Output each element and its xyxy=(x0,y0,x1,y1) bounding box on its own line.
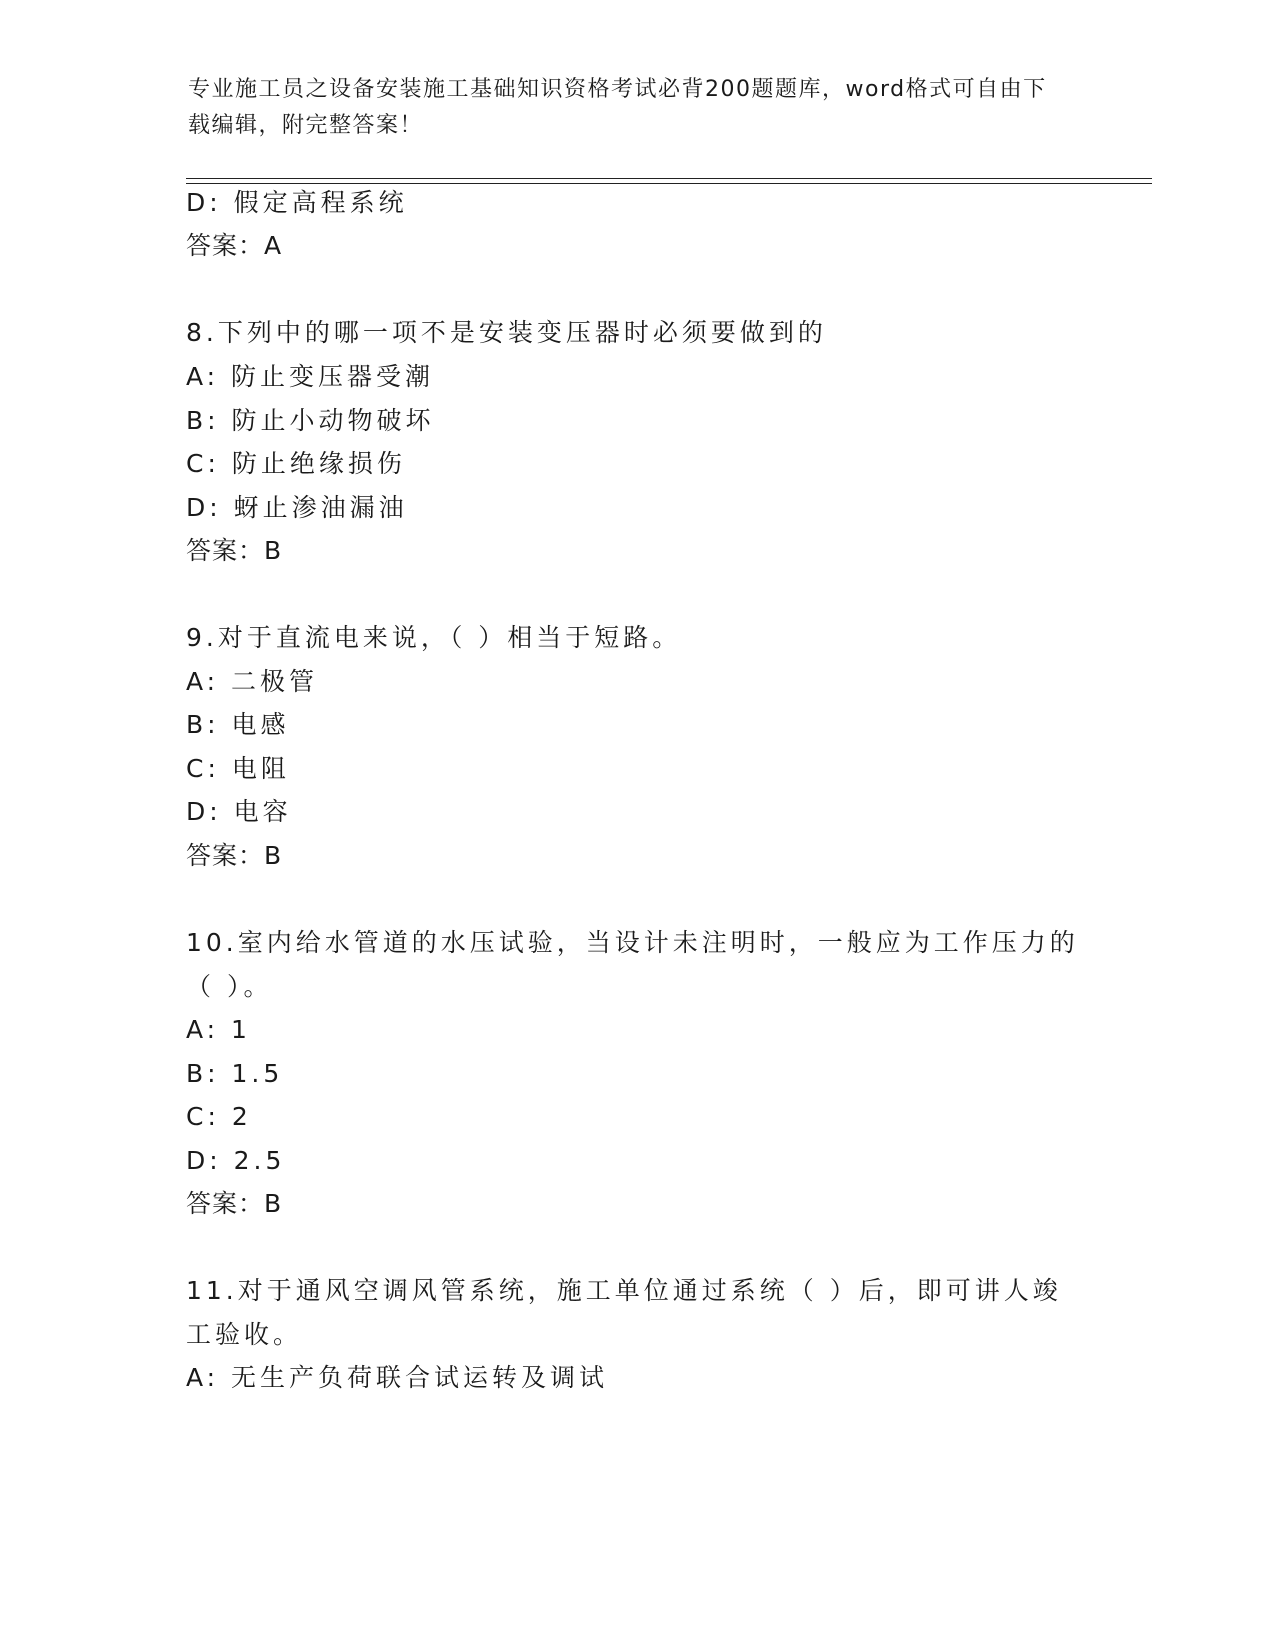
prev-option-d: D: 假定高程系统 xyxy=(186,188,408,217)
q11-option-a: A: 无生产负荷联合试运转及调试 xyxy=(186,1363,609,1392)
q10-option-a: A: 1 xyxy=(186,1015,251,1044)
q8-answer: 答案：B xyxy=(186,536,283,565)
q8-option-d: D: 蚜止渗油漏油 xyxy=(186,493,408,522)
q10-stem-line2: （ ）。 xyxy=(186,972,273,1001)
q8-stem: 8.下列中的哪一项不是安装变压器时必须要做到的 xyxy=(186,318,827,347)
q10-option-c: C: 2 xyxy=(186,1102,252,1131)
header-divider-bottom xyxy=(186,183,1152,184)
prev-answer: 答案：A xyxy=(186,231,283,260)
q8-option-b: B: 防止小动物破坏 xyxy=(186,406,435,435)
q11-stem-line2: 工验收。 xyxy=(186,1320,303,1349)
q9-option-b: B: 电感 xyxy=(186,710,290,739)
document-header: 专业施工员之设备安装施工基础知识资格考试必背200题题库，word格式可自由下载编辑，附完整答案！ xyxy=(188,77,1047,138)
q9-option-c: C: 电阻 xyxy=(186,754,290,783)
q9-option-a: A: 二极管 xyxy=(186,667,319,696)
header-divider-top xyxy=(186,178,1152,179)
q10-option-b: B: 1.5 xyxy=(186,1059,284,1088)
q10-option-d: D: 2.5 xyxy=(186,1146,286,1175)
q8-option-c: C: 防止绝缘损伤 xyxy=(186,449,406,478)
q9-option-d: D: 电容 xyxy=(186,797,292,826)
q11-stem-line1: 11.对于通风空调风管系统，施工单位通过系统（ ）后，即可讲人竣 xyxy=(186,1276,1062,1305)
q9-answer: 答案：B xyxy=(186,841,283,870)
q10-stem-line1: 10.室内给水管道的水压试验，当设计未注明时，一般应为工作压力的 xyxy=(186,928,1079,957)
q9-stem: 9.对于直流电来说，（ ）相当于短路。 xyxy=(186,623,682,652)
q8-option-a: A: 防止变压器受潮 xyxy=(186,362,435,391)
q10-answer: 答案：B xyxy=(186,1189,283,1218)
